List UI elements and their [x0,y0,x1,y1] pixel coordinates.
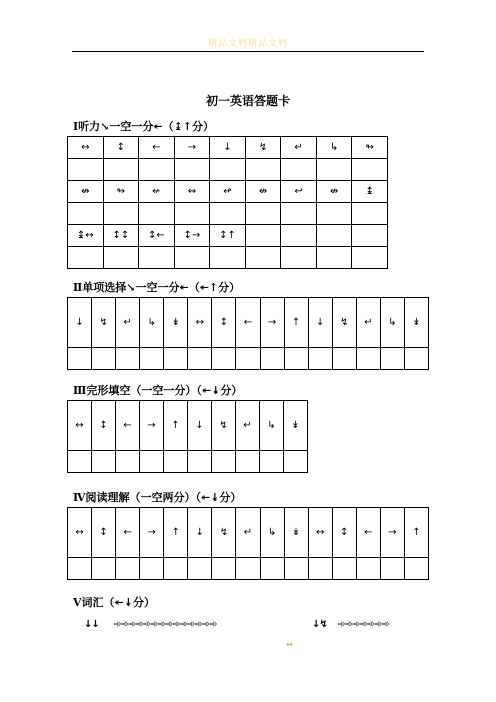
question-number-row [68,225,388,247]
answer-cell[interactable] [140,558,164,580]
answer-cell[interactable] [212,451,236,473]
answer-cell[interactable] [92,451,116,473]
header-watermark: 精品文档精品文档 [207,39,288,49]
answer-cell[interactable] [404,558,428,580]
single-choice-answer-grid [67,297,429,370]
question-number-cell: ↯ [92,298,116,348]
section-cloze-label: Ⅲ完形填空（一空一分）（↞↡分） [73,384,243,397]
section-listening-label: Ⅰ听力↘一空一分↞（↨↑分） [73,120,215,133]
answer-cell[interactable] [245,159,281,181]
question-number-cell: ← [139,137,175,159]
question-number-cell [245,225,281,247]
question-number-cell: ↵ [236,401,260,451]
question-number-cell: ↳ [380,298,404,348]
question-number-cell: ↨↔ [68,225,104,247]
question-number-row [68,298,429,348]
answer-cell[interactable] [212,558,236,580]
vocab-line-1-number: ↓↓ [84,619,99,630]
answer-row [68,451,308,473]
question-number-cell: ↡ [404,298,428,348]
question-number-cell: ↯ [212,401,236,451]
cloze-answer-grid [67,400,308,473]
header-divider [72,51,424,52]
answer-row [68,348,429,370]
question-number-cell: ↕→ [174,225,210,247]
listening-answer-grid [67,136,388,269]
answer-cell[interactable] [174,159,210,181]
question-number-cell: → [140,401,164,451]
question-number-cell: ↔ [308,508,332,558]
question-number-cell: ↭ [174,181,210,203]
section-vocabulary-label: Ⅴ词汇（↞↡分） [73,596,155,609]
answer-cell[interactable] [356,348,380,370]
answer-cell[interactable] [139,203,175,225]
question-number-cell: ↕← [139,225,175,247]
question-number-cell: ↔ [68,401,92,451]
question-number-cell: ↮ [245,181,281,203]
question-number-cell: ↨ [352,181,388,203]
question-number-cell: ← [236,298,260,348]
page-title: 初一英语答题卡 [205,94,290,108]
vocab-line-1-blank[interactable]: ➾➾➾➾➾➾➾➾➾➾➾➾➾➾ [113,619,217,630]
answer-cell[interactable] [174,203,210,225]
answer-cell[interactable] [103,159,139,181]
answer-cell[interactable] [308,558,332,580]
answer-cell[interactable] [352,247,388,269]
answer-cell[interactable] [260,451,284,473]
answer-cell[interactable] [174,247,210,269]
answer-cell[interactable] [380,348,404,370]
answer-cell[interactable] [164,348,188,370]
question-number-cell: ↡ [284,401,308,451]
question-number-cell: ↮ [316,181,352,203]
answer-cell[interactable] [212,348,236,370]
answer-cell[interactable] [352,203,388,225]
question-number-cell: ↡ [164,298,188,348]
answer-cell[interactable] [188,348,212,370]
question-number-cell: ↕ [92,508,116,558]
question-number-cell: → [174,137,210,159]
answer-cell[interactable] [236,348,260,370]
answer-cell[interactable] [139,247,175,269]
answer-cell[interactable] [103,203,139,225]
question-number-cell: ← [356,508,380,558]
question-number-cell: ↕ [92,401,116,451]
answer-cell[interactable] [260,558,284,580]
answer-row [68,203,388,225]
vocab-line-2-number: ↓↯ [312,619,327,630]
question-number-cell: ↕ [103,137,139,159]
answer-cell[interactable] [308,348,332,370]
reading-answer-grid [67,507,429,580]
question-number-cell: ↑ [404,508,428,558]
answer-cell[interactable] [284,558,308,580]
question-number-row [68,137,388,159]
question-number-cell: ↳ [260,508,284,558]
answer-cell[interactable] [103,247,139,269]
answer-cell[interactable] [284,451,308,473]
question-number-cell: ↑ [164,401,188,451]
answer-row [68,247,388,269]
answer-cell[interactable] [68,348,92,370]
question-number-row [68,181,388,203]
answer-cell[interactable] [332,348,356,370]
section-reading-label: Ⅳ阅读理解（一空两分）（↞↡分） [73,491,242,504]
question-number-cell: ↬ [103,181,139,203]
answer-row [68,159,388,181]
question-number-cell: → [140,508,164,558]
question-number-cell: ↵ [281,137,317,159]
question-number-cell: ↳ [140,298,164,348]
answer-cell[interactable] [316,159,352,181]
question-number-cell: ↓ [308,298,332,348]
answer-cell[interactable] [116,451,140,473]
question-number-cell: ↕↑ [210,225,246,247]
question-number-cell: ↵ [236,508,260,558]
question-number-cell: ↔ [188,298,212,348]
question-number-cell: ↔ [68,508,92,558]
answer-cell[interactable] [210,203,246,225]
question-number-cell: ↩ [281,181,317,203]
vocab-line-1 [84,619,217,630]
question-number-row [68,508,429,558]
question-number-row [68,401,308,451]
question-number-cell: → [260,298,284,348]
answer-cell[interactable] [316,203,352,225]
question-number-cell: ↵ [116,298,140,348]
question-number-cell: ← [116,508,140,558]
question-number-cell: ↯ [332,298,356,348]
vocab-line-2-blank[interactable]: ➾➾➾➾➾➾➾ [337,619,389,630]
answer-cell[interactable] [210,247,246,269]
answer-cell[interactable] [332,558,356,580]
answer-cell[interactable] [236,558,260,580]
question-number-cell: → [380,508,404,558]
answer-row [68,558,429,580]
answer-cell[interactable] [92,558,116,580]
question-number-cell: ↕ [212,298,236,348]
question-number-cell: ↳ [316,137,352,159]
question-number-cell: ↓ [188,401,212,451]
answer-cell[interactable] [281,159,317,181]
answer-cell[interactable] [139,159,175,181]
answer-cell[interactable] [245,247,281,269]
question-number-cell: ↳ [260,401,284,451]
answer-cell[interactable] [260,348,284,370]
question-number-cell: ↕↕ [103,225,139,247]
answer-cell[interactable] [245,203,281,225]
answer-cell[interactable] [284,348,308,370]
answer-cell[interactable] [140,348,164,370]
question-number-cell: ↵ [356,298,380,348]
answer-cell[interactable] [116,558,140,580]
answer-cell[interactable] [68,451,92,473]
answer-cell[interactable] [352,159,388,181]
answer-cell[interactable] [210,159,246,181]
question-number-cell: ↓ [68,298,92,348]
question-number-cell: ↑ [164,508,188,558]
answer-cell[interactable] [68,159,104,181]
question-number-cell [281,225,317,247]
answer-cell[interactable] [116,348,140,370]
answer-cell[interactable] [164,558,188,580]
question-number-cell: ↕ [332,508,356,558]
answer-cell[interactable] [188,451,212,473]
answer-cell[interactable] [281,247,317,269]
question-number-cell [316,225,352,247]
vocab-line-2 [312,619,389,630]
answer-cell[interactable] [92,348,116,370]
answer-cell[interactable] [316,247,352,269]
answer-cell[interactable] [236,451,260,473]
answer-cell[interactable] [68,247,104,269]
answer-cell[interactable] [380,558,404,580]
question-number-cell: ↔ [68,137,104,159]
question-number-cell: ↮ [68,181,104,203]
question-number-cell: ↯ [245,137,281,159]
question-number-cell: ↓ [188,508,212,558]
answer-cell[interactable] [281,203,317,225]
answer-cell[interactable] [404,348,428,370]
answer-cell[interactable] [68,558,92,580]
answer-cell[interactable] [140,451,164,473]
footer-mark: ↔ [286,640,293,649]
question-number-cell: ↚ [139,181,175,203]
question-number-cell: ↫ [210,181,246,203]
question-number-cell: ↓ [210,137,246,159]
question-number-cell: ← [116,401,140,451]
question-number-cell: ↑ [284,298,308,348]
answer-cell[interactable] [68,203,104,225]
question-number-cell: ↬ [352,137,388,159]
section-single-choice-label: Ⅱ单项选择↘一空一分↞（↞↑分） [73,281,241,294]
question-number-cell [352,225,388,247]
answer-cell[interactable] [164,451,188,473]
question-number-cell: ↯ [212,508,236,558]
answer-cell[interactable] [188,558,212,580]
question-number-cell: ↡ [284,508,308,558]
answer-cell[interactable] [356,558,380,580]
